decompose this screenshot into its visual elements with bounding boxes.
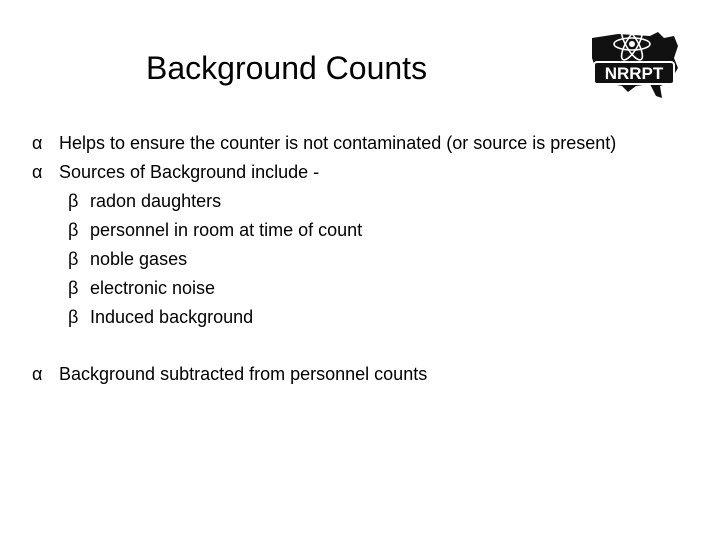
bullet-text: personnel in room at time of count <box>90 220 363 240</box>
nrrpt-logo <box>588 24 680 104</box>
alpha-bullet-marker: α <box>32 133 43 153</box>
bullet-text: noble gases <box>90 249 188 269</box>
bullet-text: Sources of Background include - <box>59 162 320 182</box>
bullet-text: Induced background <box>90 307 254 327</box>
bullet-text: Helps to ensure the counter is not contaminated (or source is present) <box>59 133 617 153</box>
beta-bullet-marker: β <box>68 249 79 269</box>
beta-bullet-marker: β <box>68 191 79 211</box>
beta-bullet-marker: β <box>68 220 79 240</box>
beta-bullet-marker: β <box>68 307 79 327</box>
bullet-text: electronic noise <box>90 278 216 298</box>
logo-text: NRRPT <box>604 64 664 83</box>
beta-bullet-marker: β <box>68 278 79 298</box>
bullet-text: radon daughters <box>90 191 222 211</box>
bullet-text: Background subtracted from personnel counts <box>59 364 428 384</box>
alpha-bullet-marker: α <box>32 162 43 182</box>
slide-title: Background Counts <box>146 50 428 86</box>
alpha-bullet-marker: α <box>32 364 43 384</box>
